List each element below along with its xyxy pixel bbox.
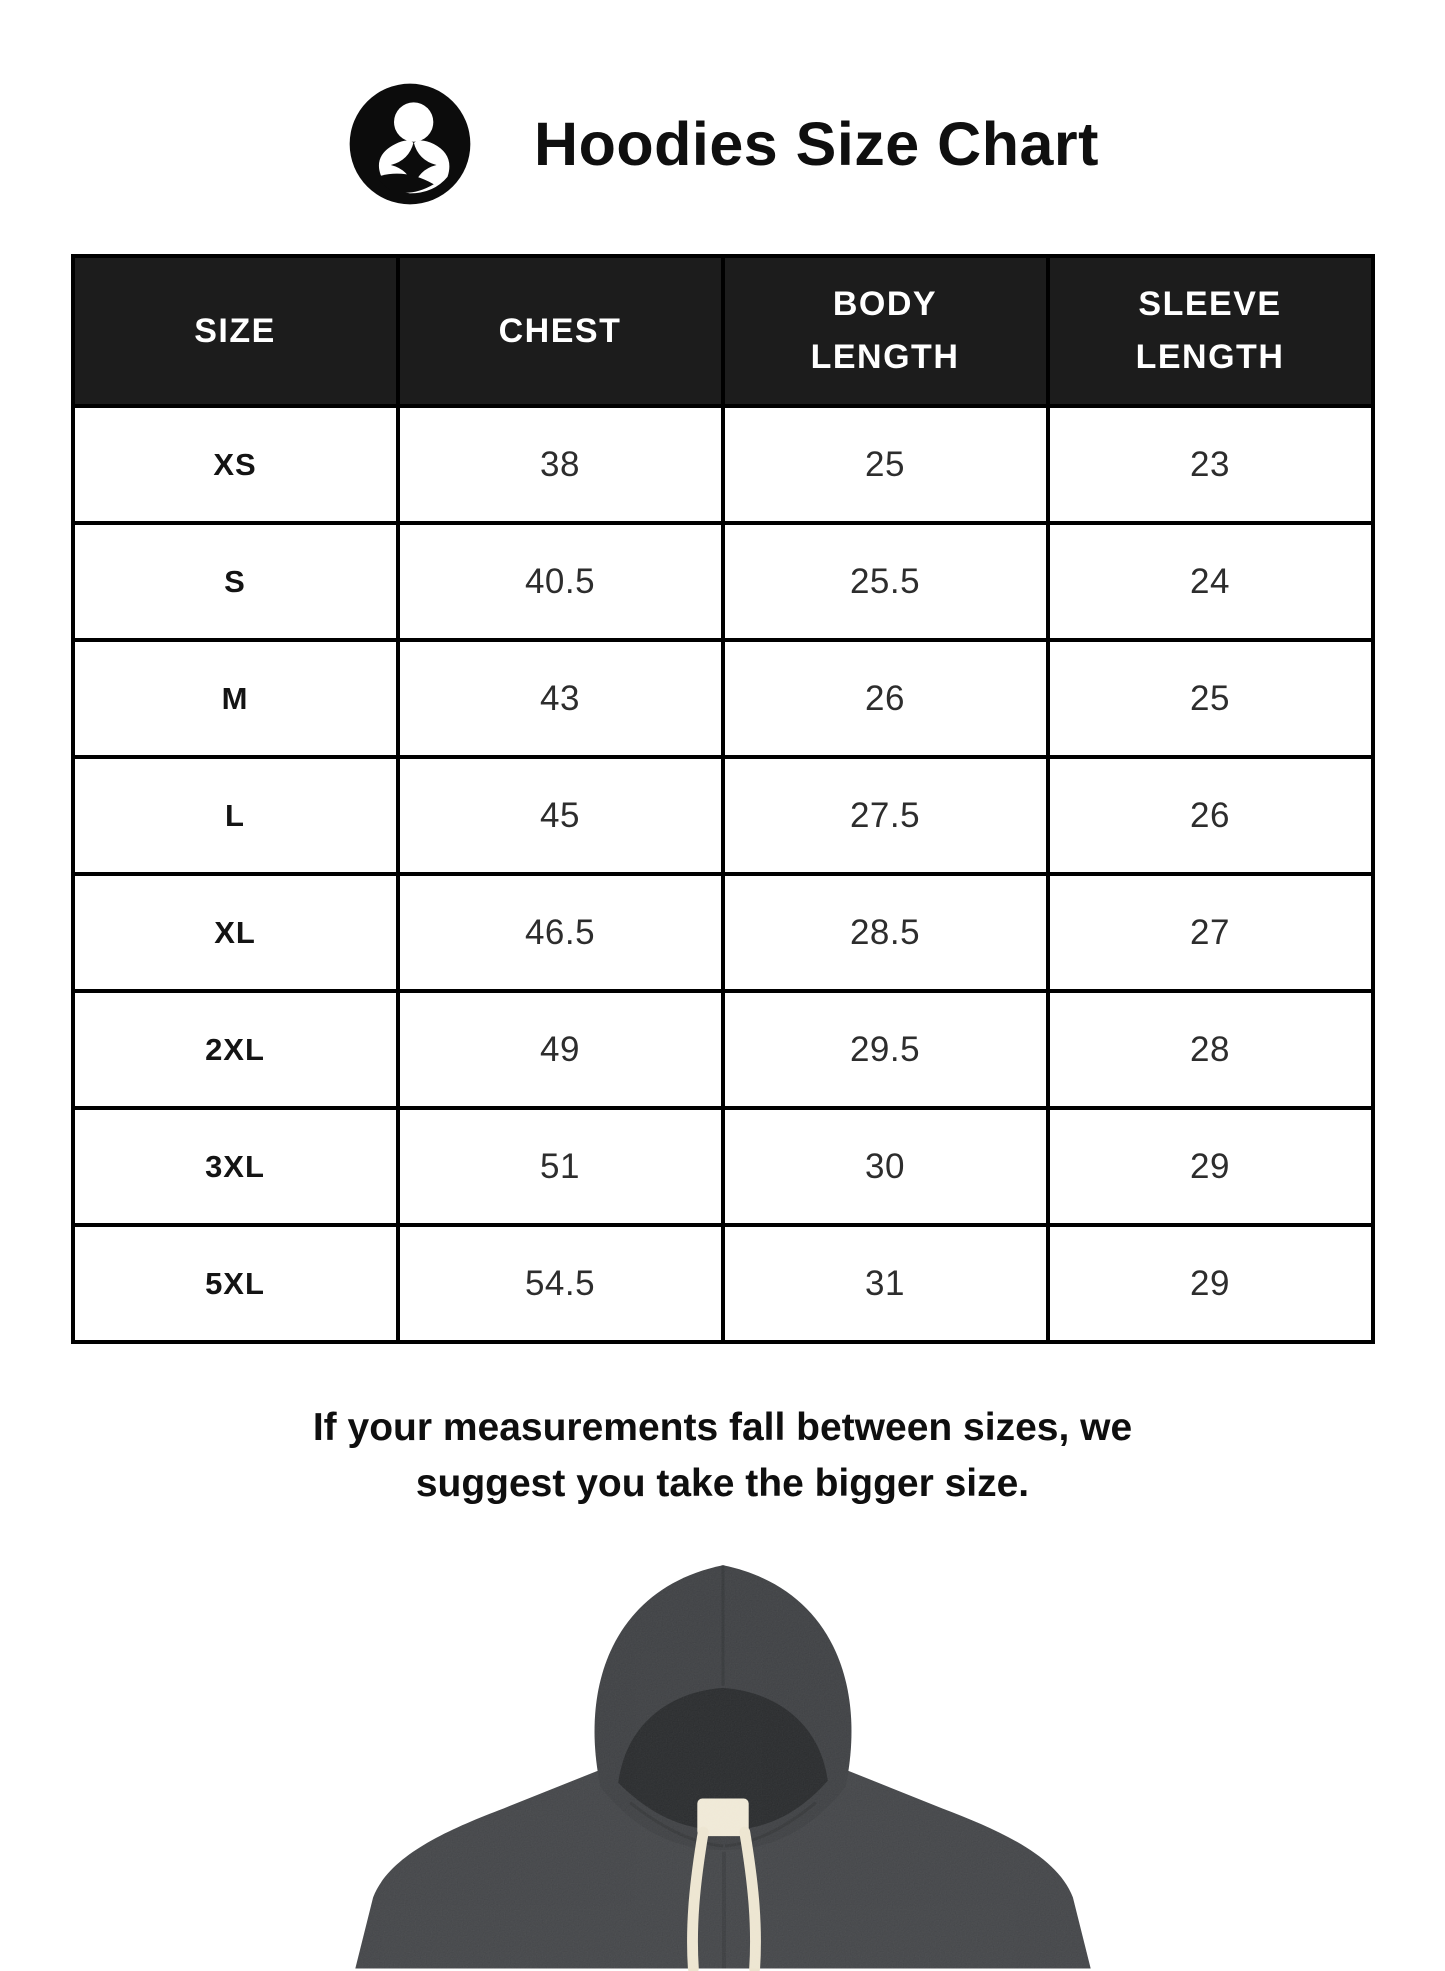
table-body <box>73 406 1373 1342</box>
table-row-xl <box>73 874 1373 991</box>
chest-cell: 40.5 <box>398 523 723 640</box>
size-cell: XS <box>73 406 398 523</box>
body-length-cell: 27.5 <box>723 757 1048 874</box>
brand-logo-icon <box>346 80 474 208</box>
table-row-5xl <box>73 1225 1373 1342</box>
chest-cell: 43 <box>398 640 723 757</box>
column-header-chest-label: CHEST <box>498 311 622 350</box>
column-header-sleeve-length <box>1048 256 1373 406</box>
size-cell: XL <box>73 874 398 991</box>
table-row-l <box>73 757 1373 874</box>
body-length-cell: 31 <box>723 1225 1048 1342</box>
sleeve-length-cell: 27 <box>1048 874 1373 991</box>
table-row-xs <box>73 406 1373 523</box>
hoodie-photo <box>0 1551 1445 1971</box>
page-title: Hoodies Size Chart <box>534 110 1099 178</box>
chest-cell: 49 <box>398 991 723 1108</box>
sleeve-length-cell: 24 <box>1048 523 1373 640</box>
size-cell: 2XL <box>73 991 398 1108</box>
sizing-note-line1: If your measurements fall between sizes, we <box>312 1406 1133 1449</box>
chest-cell: 51 <box>398 1108 723 1225</box>
sleeve-length-cell: 25 <box>1048 640 1373 757</box>
body-length-cell: 26 <box>723 640 1048 757</box>
sizing-note <box>0 1400 1445 1512</box>
size-cell: L <box>73 757 398 874</box>
column-header-size-label: SIZE <box>194 311 276 350</box>
column-header-chest <box>398 256 723 406</box>
chest-cell: 38 <box>398 406 723 523</box>
body-length-cell: 25.5 <box>723 523 1048 640</box>
sleeve-length-cell: 26 <box>1048 757 1373 874</box>
body-length-cell: 25 <box>723 406 1048 523</box>
table-row-3xl <box>73 1108 1373 1225</box>
sleeve-length-cell: 29 <box>1048 1225 1373 1342</box>
chest-cell: 46.5 <box>398 874 723 991</box>
header-row <box>73 256 1373 406</box>
table-header <box>73 256 1373 406</box>
size-cell: 5XL <box>73 1225 398 1342</box>
chest-cell: 54.5 <box>398 1225 723 1342</box>
table-row-m <box>73 640 1373 757</box>
size-cell: S <box>73 523 398 640</box>
column-header-body-length-label: BODY LENGTH <box>810 285 960 376</box>
body-length-cell: 29.5 <box>723 991 1048 1108</box>
brand-header <box>0 0 1445 208</box>
sleeve-length-cell: 23 <box>1048 406 1373 523</box>
column-header-sleeve-length-label: SLEEVE LENGTH <box>1135 285 1285 376</box>
column-header-size <box>73 256 398 406</box>
sleeve-length-cell: 28 <box>1048 991 1373 1108</box>
sleeve-length-cell: 29 <box>1048 1108 1373 1225</box>
table-row-2xl <box>73 991 1373 1108</box>
body-length-cell: 30 <box>723 1108 1048 1225</box>
column-header-body-length <box>723 256 1048 406</box>
size-cell: M <box>73 640 398 757</box>
chest-cell: 45 <box>398 757 723 874</box>
table-row-s <box>73 523 1373 640</box>
sizing-note-line2: suggest you take the bigger size. <box>415 1461 1030 1505</box>
size-cell: 3XL <box>73 1108 398 1225</box>
size-chart-table <box>71 254 1375 1344</box>
body-length-cell: 28.5 <box>723 874 1048 991</box>
